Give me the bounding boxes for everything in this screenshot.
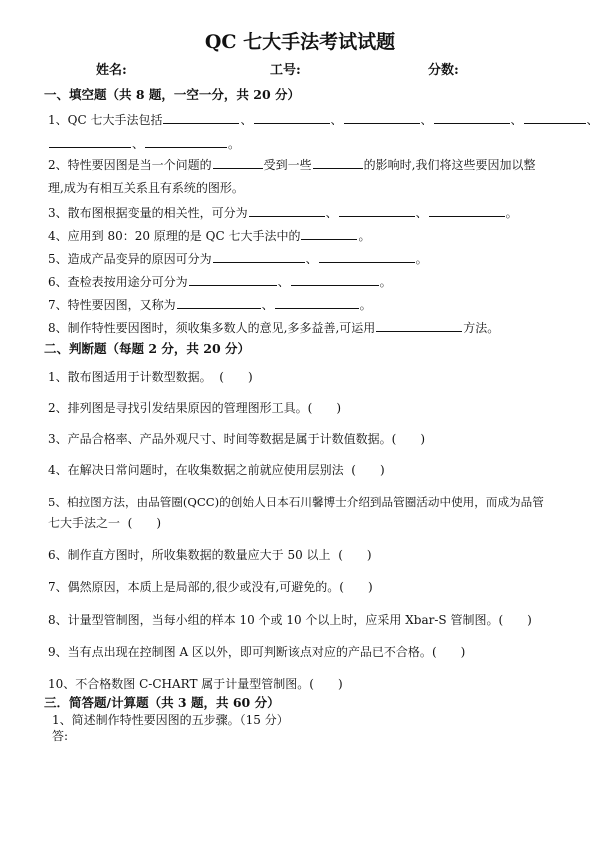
answer-blank[interactable] [291,273,379,286]
answer-blank[interactable] [49,135,131,148]
answer-blank[interactable] [163,111,239,124]
judge-question-6: 6、制作直方图时，所收集数据的数量应大于 50 以上 ( ) [48,548,372,562]
score-label: 分数: [428,63,459,78]
judge-question-5-line2: 七大手法之一 ( ) [48,516,162,530]
fill-question-3: 3、散布图根据变量的相关性，可分为 、 、 。 [48,206,518,220]
section2-title: 二、判断题（每题 2 分，共 20 分） [44,341,251,356]
judge-question-5: 5、柏拉图方法，由品管圈(QCC)的创始人日本石川馨博士介绍到品管圈活动中使用，而成为品管 [48,495,544,509]
answer-blank[interactable] [275,296,359,309]
answer-paren[interactable]: ( ) [127,516,162,530]
answer-blank[interactable] [177,296,261,309]
answer-paren[interactable]: ( ) [307,401,342,415]
answer-blank[interactable] [213,156,263,169]
fill-question-1-line2: 、 。 [48,135,240,152]
short-answer-question-1: 1、简述制作特性要因图的五步骤。（15 分） [52,713,289,727]
answer-blank[interactable] [344,111,420,124]
answer-paren[interactable]: ( ) [431,645,466,659]
fill-question-4: 4、应用到 80：20 原理的是 QC 七大手法中的 。 [48,229,371,243]
judge-question-10: 10、不合格数图 C-CHART 属于计量型管制图。( ) [48,677,343,691]
judge-question-8: 8、计量型管制图，当每小组的样本 10 个或 10 个以上时，应采用 Xbar-S 管制图。( ) [48,613,532,627]
answer-blank[interactable] [339,204,415,217]
fill-question-2-line2: 理,成为有相互关系且有系统的图形。 [48,181,244,195]
fill-question-7: 7、特性要因图，又称为 、 。 [48,298,372,312]
judge-question-9: 9、当有点出现在控制图 A 区以外，即可判断该点对应的产品已不合格。( ) [48,645,466,659]
name-label: 姓名: [96,63,127,78]
fill-question-1: 1、QC 七大手法包括 、 、 、 、 、 [48,113,599,127]
section1-title: 一、填空题（共 8 题，一空一分，共 20 分） [44,87,301,102]
answer-blank[interactable] [434,111,510,124]
answer-blank[interactable] [213,250,305,263]
page-title: QC 七大手法考试试题 [204,31,396,53]
answer-paren[interactable]: ( ) [391,432,426,446]
section3-title: 三．简答题/计算题（共 3 题，共 60 分） [44,695,280,710]
fill-question-2: 2、特性要因图是当一个问题的 受到一些 的影响时,我们将这些要因加以整 [48,158,536,172]
judge-question-7: 7、偶然原因，本质上是局部的,很少或没有,可避免的。( ) [48,580,373,594]
answer-paren[interactable]: ( ) [219,370,253,384]
answer-paren[interactable]: ( ) [339,580,373,594]
answer-blank[interactable] [145,135,227,148]
answer-blank[interactable] [319,250,415,263]
judge-question-2: 2、排列图是寻找引发结果原因的管理图形工具。( ) [48,401,342,415]
answer-blank[interactable] [313,156,363,169]
answer-blank[interactable] [301,227,357,240]
fill-question-5: 5、造成产品变异的原因可分为 、 。 [48,252,428,266]
judge-question-1: 1、散布图适用于计数型数据。 ( ) [48,370,253,384]
judge-question-4: 4、在解决日常问题时，在收集数据之前就应使用层别法 ( ) [48,463,385,477]
answer-label: 答: [52,729,69,743]
employee-id-label: 工号: [270,63,301,78]
answer-paren[interactable]: ( ) [338,548,372,562]
answer-blank[interactable] [524,111,586,124]
answer-blank[interactable] [254,111,330,124]
answer-paren[interactable]: ( ) [309,677,343,691]
judge-question-3: 3、产品合格率、产品外观尺寸、时间等数据是属于计数值数据。( ) [48,432,426,446]
answer-paren[interactable]: ( ) [351,463,385,477]
answer-area[interactable] [72,730,552,830]
fill-question-8: 8、制作特性要因图时，须收集多数人的意见,多多益善,可运用 方法。 [48,321,500,335]
answer-paren[interactable]: ( ) [498,613,532,627]
answer-blank[interactable] [189,273,277,286]
answer-blank[interactable] [249,204,325,217]
fill-question-6: 6、查检表按用途分可分为 、 。 [48,275,392,289]
answer-blank[interactable] [376,319,462,332]
answer-blank[interactable] [429,204,505,217]
